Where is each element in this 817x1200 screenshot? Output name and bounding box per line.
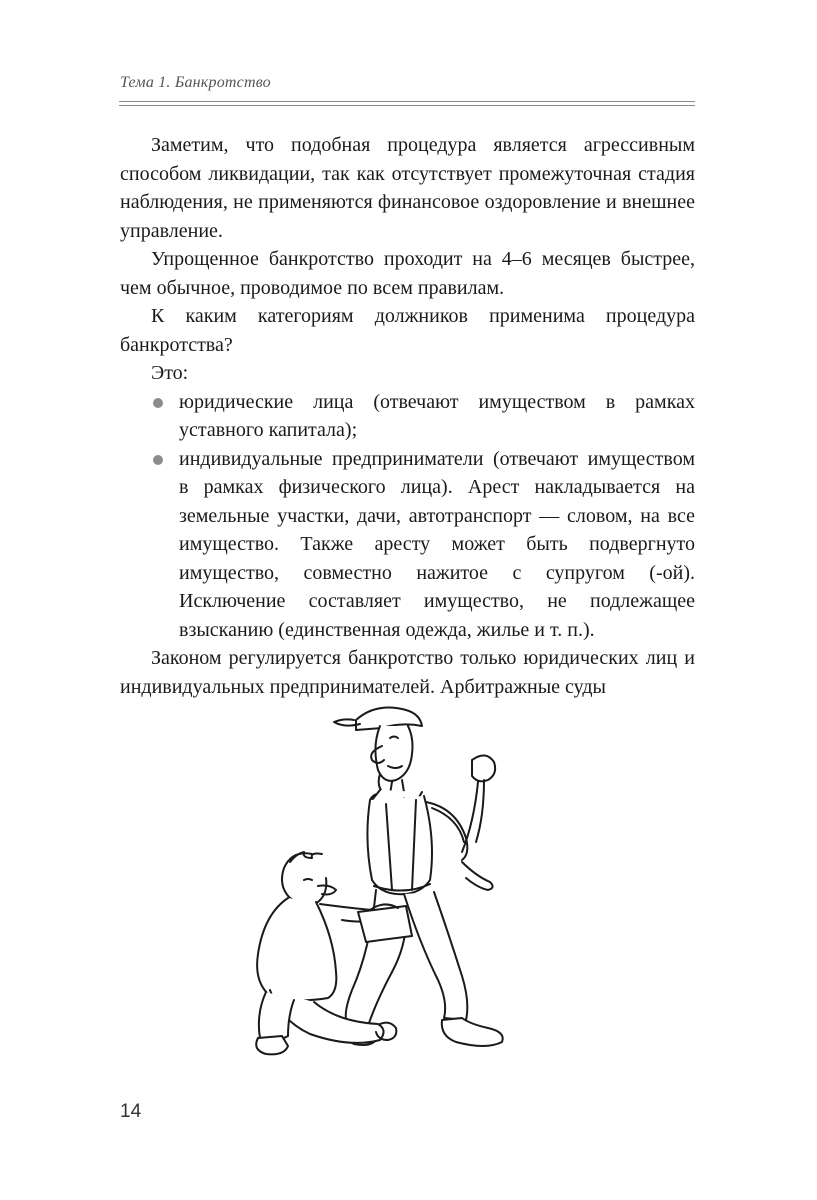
head-icon xyxy=(375,726,412,781)
paragraph: Законом регулируется банкротство только юридических лиц и индивидуальных предпринимателей. Арбитражные суды xyxy=(120,647,695,698)
list-item xyxy=(120,445,695,645)
paragraph: Заметим, что подобная процедура является агрессивным способом ликвидации, так как отсутствует промежуточная стадия наблюдения, не применяются финансовое оздоровление и внешнее управление. xyxy=(120,134,695,242)
header-rule-top xyxy=(119,101,695,102)
bullet-icon xyxy=(153,455,163,465)
list-item-text: юридические лица (отвечают имуществом в рамках уставного капитала); xyxy=(179,390,695,441)
list-item-text: индивидуальные предприниматели (отвечают имуществом в рамках физического лица). Арест накладывается на земельные участки, дачи, автотранспорт — словом, на все имущество. Также аресту может быть подвергнуто имущество, совместно нажитое с супругом (-ой). Исключение составляет имущество, не подлежащее взысканию (единственная одежда, жилье и т. п.). xyxy=(179,447,695,641)
page-body xyxy=(120,131,695,701)
cartoon-illustration-icon xyxy=(230,690,570,1080)
list-item xyxy=(120,388,695,445)
bullet-icon xyxy=(153,398,163,408)
torso-icon xyxy=(367,796,432,894)
paragraph: К каким категориям должников применима процедура банкротства? xyxy=(120,305,695,356)
paragraph: Это: xyxy=(151,362,189,384)
header-rule-bottom xyxy=(119,105,695,106)
kneeling-head-icon xyxy=(282,853,326,904)
page-number: 14 xyxy=(120,1101,142,1122)
running-head-title: Тема 1. Банкротство xyxy=(120,74,271,91)
bullet-list xyxy=(120,388,695,645)
paragraph: Упрощенное банкротство проходит на 4–6 месяцев быстрее, чем обычное, проводимое по всем правилам. xyxy=(120,248,695,299)
